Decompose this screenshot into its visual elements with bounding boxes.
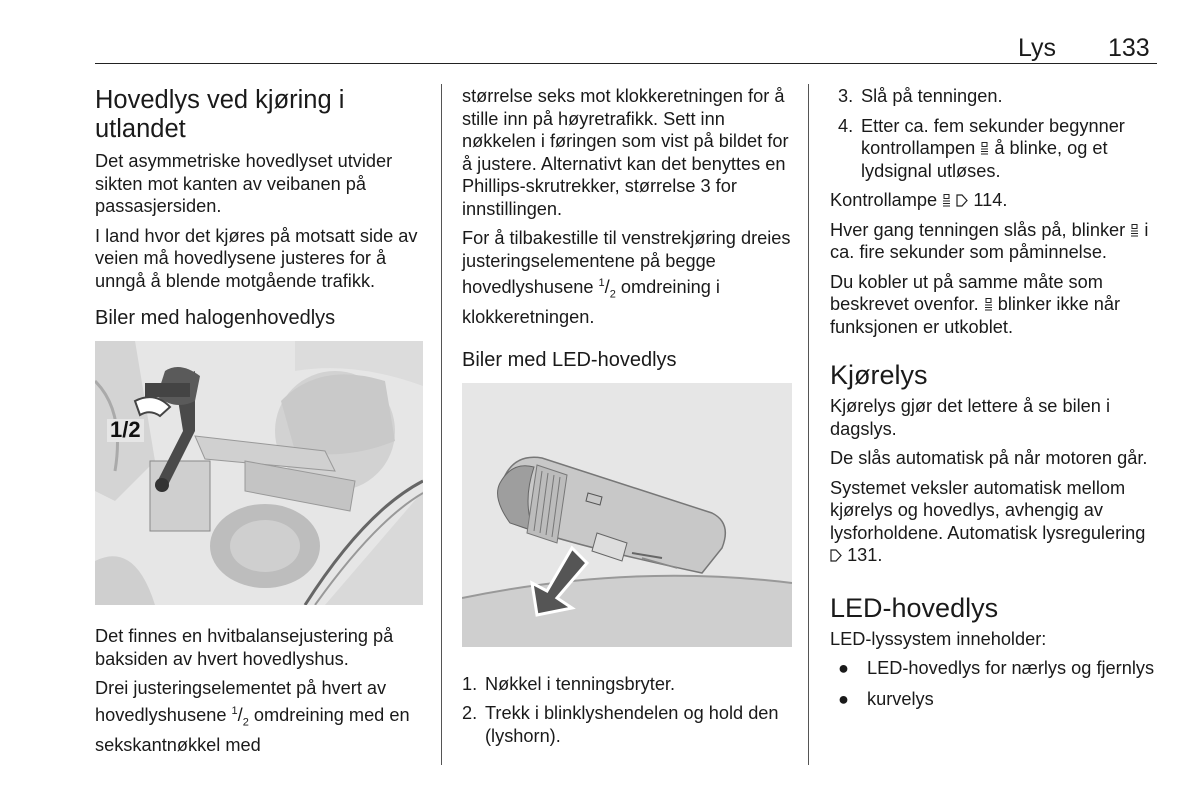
paragraph: Det asymmetriske hovedlyset utvider sikten mot kanten av veibanen på passasjersiden. [95,151,393,216]
subheading-halogen: Biler med halogenhovedlys [95,307,336,329]
paragraph: I land hvor det kjøres på motsatt side av veien må hovedlysene justeres for å unngå å blende motgående trafikk. [95,225,418,291]
bullet-list [830,657,1160,710]
step-number: 4. [838,115,854,136]
paragraph [830,189,1160,212]
list-item [838,85,1160,108]
list-item [830,688,1160,711]
paragraph: LED-lyssystem inneholder: [830,628,1047,649]
fraction-numerator: 1 [598,277,605,289]
step-text: Trekk i blinklyshendelen og hold den (lyshorn). [485,703,779,746]
step-text: Slå på tenningen. [861,86,1003,106]
section-title: Lys [1018,34,1056,62]
fraction-denominator: 2 [609,288,616,301]
list-item [838,115,1160,183]
text-run: i ca. fire sekunder som påminnelse. [830,219,1149,262]
figure-label-1-2: 1/2 [107,419,144,442]
text-run: omdreining i klokkeretningen. [462,277,720,328]
paragraph [830,271,1160,339]
page-number: 133 [1108,34,1150,62]
heading-kjorelys: Kjørelys [830,360,928,390]
paragraph-with-fraction [462,227,795,329]
step-text: å blinke, og et lydsignal utløses. [861,138,1108,181]
fraction-slash: / [604,277,610,298]
page-reference-arrow-icon[interactable] [956,194,968,207]
text-run: Hver gang tenningen slås på, blinker [830,219,1131,240]
paragraph-with-fraction [95,677,428,756]
bullet-dot: ● [838,658,849,678]
column-divider-right [808,84,809,765]
list-item [462,702,795,747]
halogen-headlight-figure [95,341,423,605]
text-run: Kontrollampe [830,190,943,210]
text-run: Drei justeringselementet på hvert av hovedlyshusene [95,678,387,725]
bullet-text: kurvelys [867,688,934,709]
text-run: Du kobler ut på samme måte som beskrevet ovenfor. [830,271,1103,314]
step-text: Nøkkel i tenningsbryter. [485,673,676,694]
paragraph [830,219,1160,264]
paragraph: Det finnes en hvitbalansejustering på baksiden av hvert hovedlyshus. [95,626,394,669]
text-run: Systemet veksler automatisk mellom kjørelys og hovedlys, avhengig av lysforholdene. Automatisk lysregulering [830,477,1146,543]
list-item [462,673,795,696]
headlight-level-lamp-icon [1130,224,1139,237]
step-list [838,85,1160,182]
paragraph [830,477,1160,567]
turn-signal-lever-illustration [462,383,792,647]
text-run: For å tilbakestille til venstrekjøring dreies justeringselementene på begge hovedlyshusene [462,228,791,298]
text-run: omdreining med en sekskantnøkkel med [95,704,410,755]
text-run: blinker ikke når funksjonen er utkoblet. [830,294,1121,337]
turn-signal-lever-figure [462,383,792,647]
paragraph: størrelse seks mot klokkeretningen for å stille inn på høyretrafikk. Sett inn nøkkelen i føringen som vist på bildet for å justere. Alternativt kan det benyttes en Phillips-skrutrekker, størrelse 3 for innstillingen. [462,86,789,219]
column-2 [462,85,795,754]
step-number: 2. [462,703,478,724]
halogen-headlight-illustration [95,341,423,605]
step-number: 3. [838,86,854,106]
heading-hovedlys-utlandet: Hovedlys ved kjøring i utlandet [95,86,345,143]
step-text: Etter ca. fem sekunder begynner kontrollampen [861,115,1125,158]
page-reference-link[interactable]: 114. [973,190,1008,210]
column-3 [830,85,1160,718]
headlight-level-lamp-icon [984,298,993,311]
page-reference-link[interactable]: 131. [847,545,883,565]
page-reference-arrow-icon[interactable] [830,549,842,562]
paragraph: De slås automatisk på når motoren går. [830,448,1148,468]
headlight-level-lamp-icon [980,142,989,155]
subheading-led: Biler med LED-hovedlys [462,348,677,371]
step-number: 1. [462,673,478,694]
paragraph: Kjørelys gjør det lettere å se bilen i dagslys. [830,396,1110,439]
bullet-dot: ● [838,688,849,709]
fraction-denominator: 2 [242,716,249,729]
list-item [830,657,1160,680]
column-divider-left [441,84,442,765]
step-list [462,673,795,748]
column-1 [95,86,428,763]
fraction-slash: / [237,704,243,725]
heading-led-hovedlys: LED-hovedlys [830,592,999,623]
bullet-text: LED-hovedlys for nærlys og fjernlys [867,658,1155,678]
header-rule [95,63,1157,64]
headlight-level-lamp-icon [942,194,951,207]
fraction-numerator: 1 [231,704,238,717]
